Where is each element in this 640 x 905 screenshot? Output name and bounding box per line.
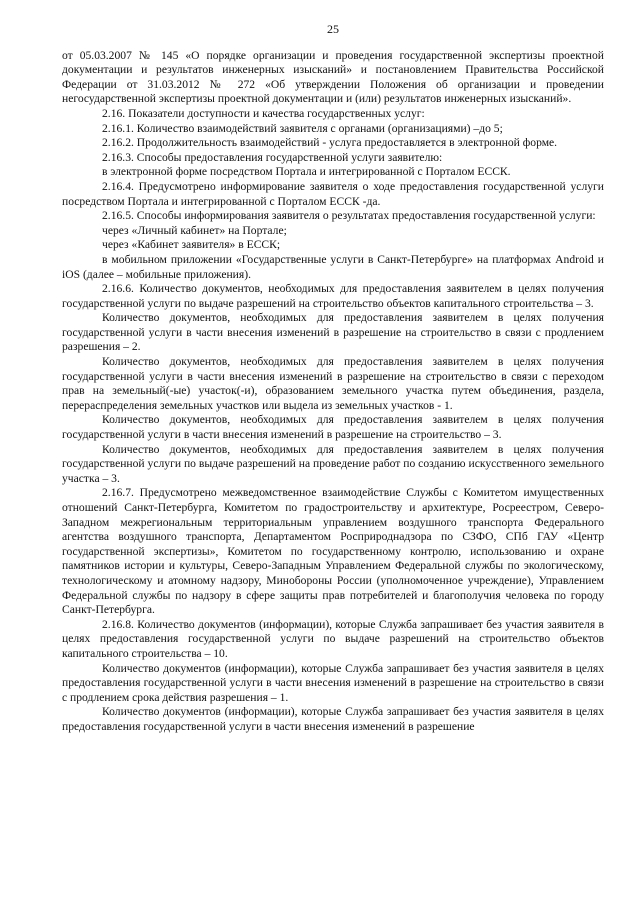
paragraph: 2.16.4. Предусмотрено информирование заявителя о ходе предоставления государственной услуги посредством Портала и интегрированной с Порталом ЕССК -да.: [62, 179, 604, 208]
paragraph: Количество документов, необходимых для предоставления заявителем в целях получения государственной услуги в части внесения изменений в разрешение на строительство в связи с продлением разрешения – 2.: [62, 311, 604, 354]
paragraph: 2.16.6. Количество документов, необходимых для предоставления заявителем в целях получения государственной услуги по выдаче разрешений на строительство объектов капитального строительства – 3.: [62, 282, 604, 310]
paragraph: Количество документов, необходимых для предоставления заявителем в целях получения государственной услуги по выдаче разрешений на проведение работ по созданию искусственного земельного участка – 3.: [62, 442, 604, 485]
paragraph: 2.16.1. Количество взаимодействий заявителя с органами (организациями) –до 5;: [102, 121, 503, 135]
paragraph: 2.16.5. Способы информирования заявителя о результатах предоставления государственной услуги:: [102, 209, 596, 223]
document-body: [62, 49, 604, 735]
paragraph: 2.16.8. Количество документов (информации), которые Служба запрашивает без участия заявителя в целях предоставления государственной услуги по выдаче разрешений на строительство объектов капитального строительства – 10.: [62, 617, 604, 660]
paragraph: 2.16.2. Продолжительность взаимодействий - услуга предоставляется в электронной форме.: [102, 136, 558, 150]
paragraph: 2.16.7. Предусмотрено межведомственное взаимодействие Службы с Комитетом имущественных отношений Санкт-Петербурга, Комитетом по градостроительству и архитектуре, Росреестром, Северо-Западном межрегиональным территориальным управлением воздушного транспорта Федерального агентства воздушного транспорта, Департаментом Росприроднадзора по СЗФО, СПб ГАУ «Центр государственной экспертизы», Комитетом по государственному контролю, использованию и охране памятников истории и культуры, Северо-Западным Управлением Федеральной службы по экологическому, технологическому и атомному надзору, Минобороны России (уполномоченное учреждение), Управлением Федеральной службы по надзору в сфере защиты прав потребителей и благополучия человека по городу Санкт-Петербурга.: [62, 486, 604, 617]
paragraph: Количество документов (информации), которые Служба запрашивает без участия заявителя в целях предоставления государственной услуги в части внесения изменений в разрешение: [62, 705, 604, 733]
page-number: 25: [327, 22, 339, 36]
paragraph: через «Кабинет заявителя» в ЕССК;: [102, 238, 281, 252]
paragraph: от 05.03.2007 № 145 «О порядке организации и проведения государственной экспертизы проектной документации и результатов инженерных изысканий» и постановлением Правительства Российской Федерации от 31.03.2012 № 272 «Об утверждении Положения об организации и проведении негосударственной экспертизы проектной документации и (или) результатов инженерных изысканий».: [62, 48, 604, 106]
paragraph: через «Личный кабинет» на Портале;: [102, 223, 287, 237]
paragraph: Количество документов (информации), которые Служба запрашивает без участия заявителя в целях предоставления государственной услуги в части внесения изменений в разрешение на строительство в связи с продлением срока действия разрешения – 1.: [62, 661, 604, 704]
paragraph: Количество документов, необходимых для предоставления заявителем в целях получения государственной услуги в части внесения изменений в разрешение на строительство в связи с переходом прав на земельный(-ые) участок(-и), образованием земельного участка путем объединения, раздела, перераспределения земельных участков или выдела из земельных участков - 1.: [62, 355, 604, 412]
paragraph: Количество документов, необходимых для предоставления заявителем в целях получения государственной услуги в части внесения изменений в разрешение на строительство – 3.: [62, 413, 604, 442]
paragraph: 2.16.3. Способы предоставления государственной услуги заявителю:: [102, 150, 443, 164]
paragraph: в мобильном приложении «Государственные услуги в Санкт-Петербурге» на платформах Android и iOS (далее – мобильные приложения).: [62, 252, 604, 281]
paragraph: 2.16. Показатели доступности и качества государственных услуг:: [102, 106, 425, 120]
paragraph: в электронной форме посредством Портала и интегрированной с Порталом ЕССК.: [102, 165, 511, 179]
